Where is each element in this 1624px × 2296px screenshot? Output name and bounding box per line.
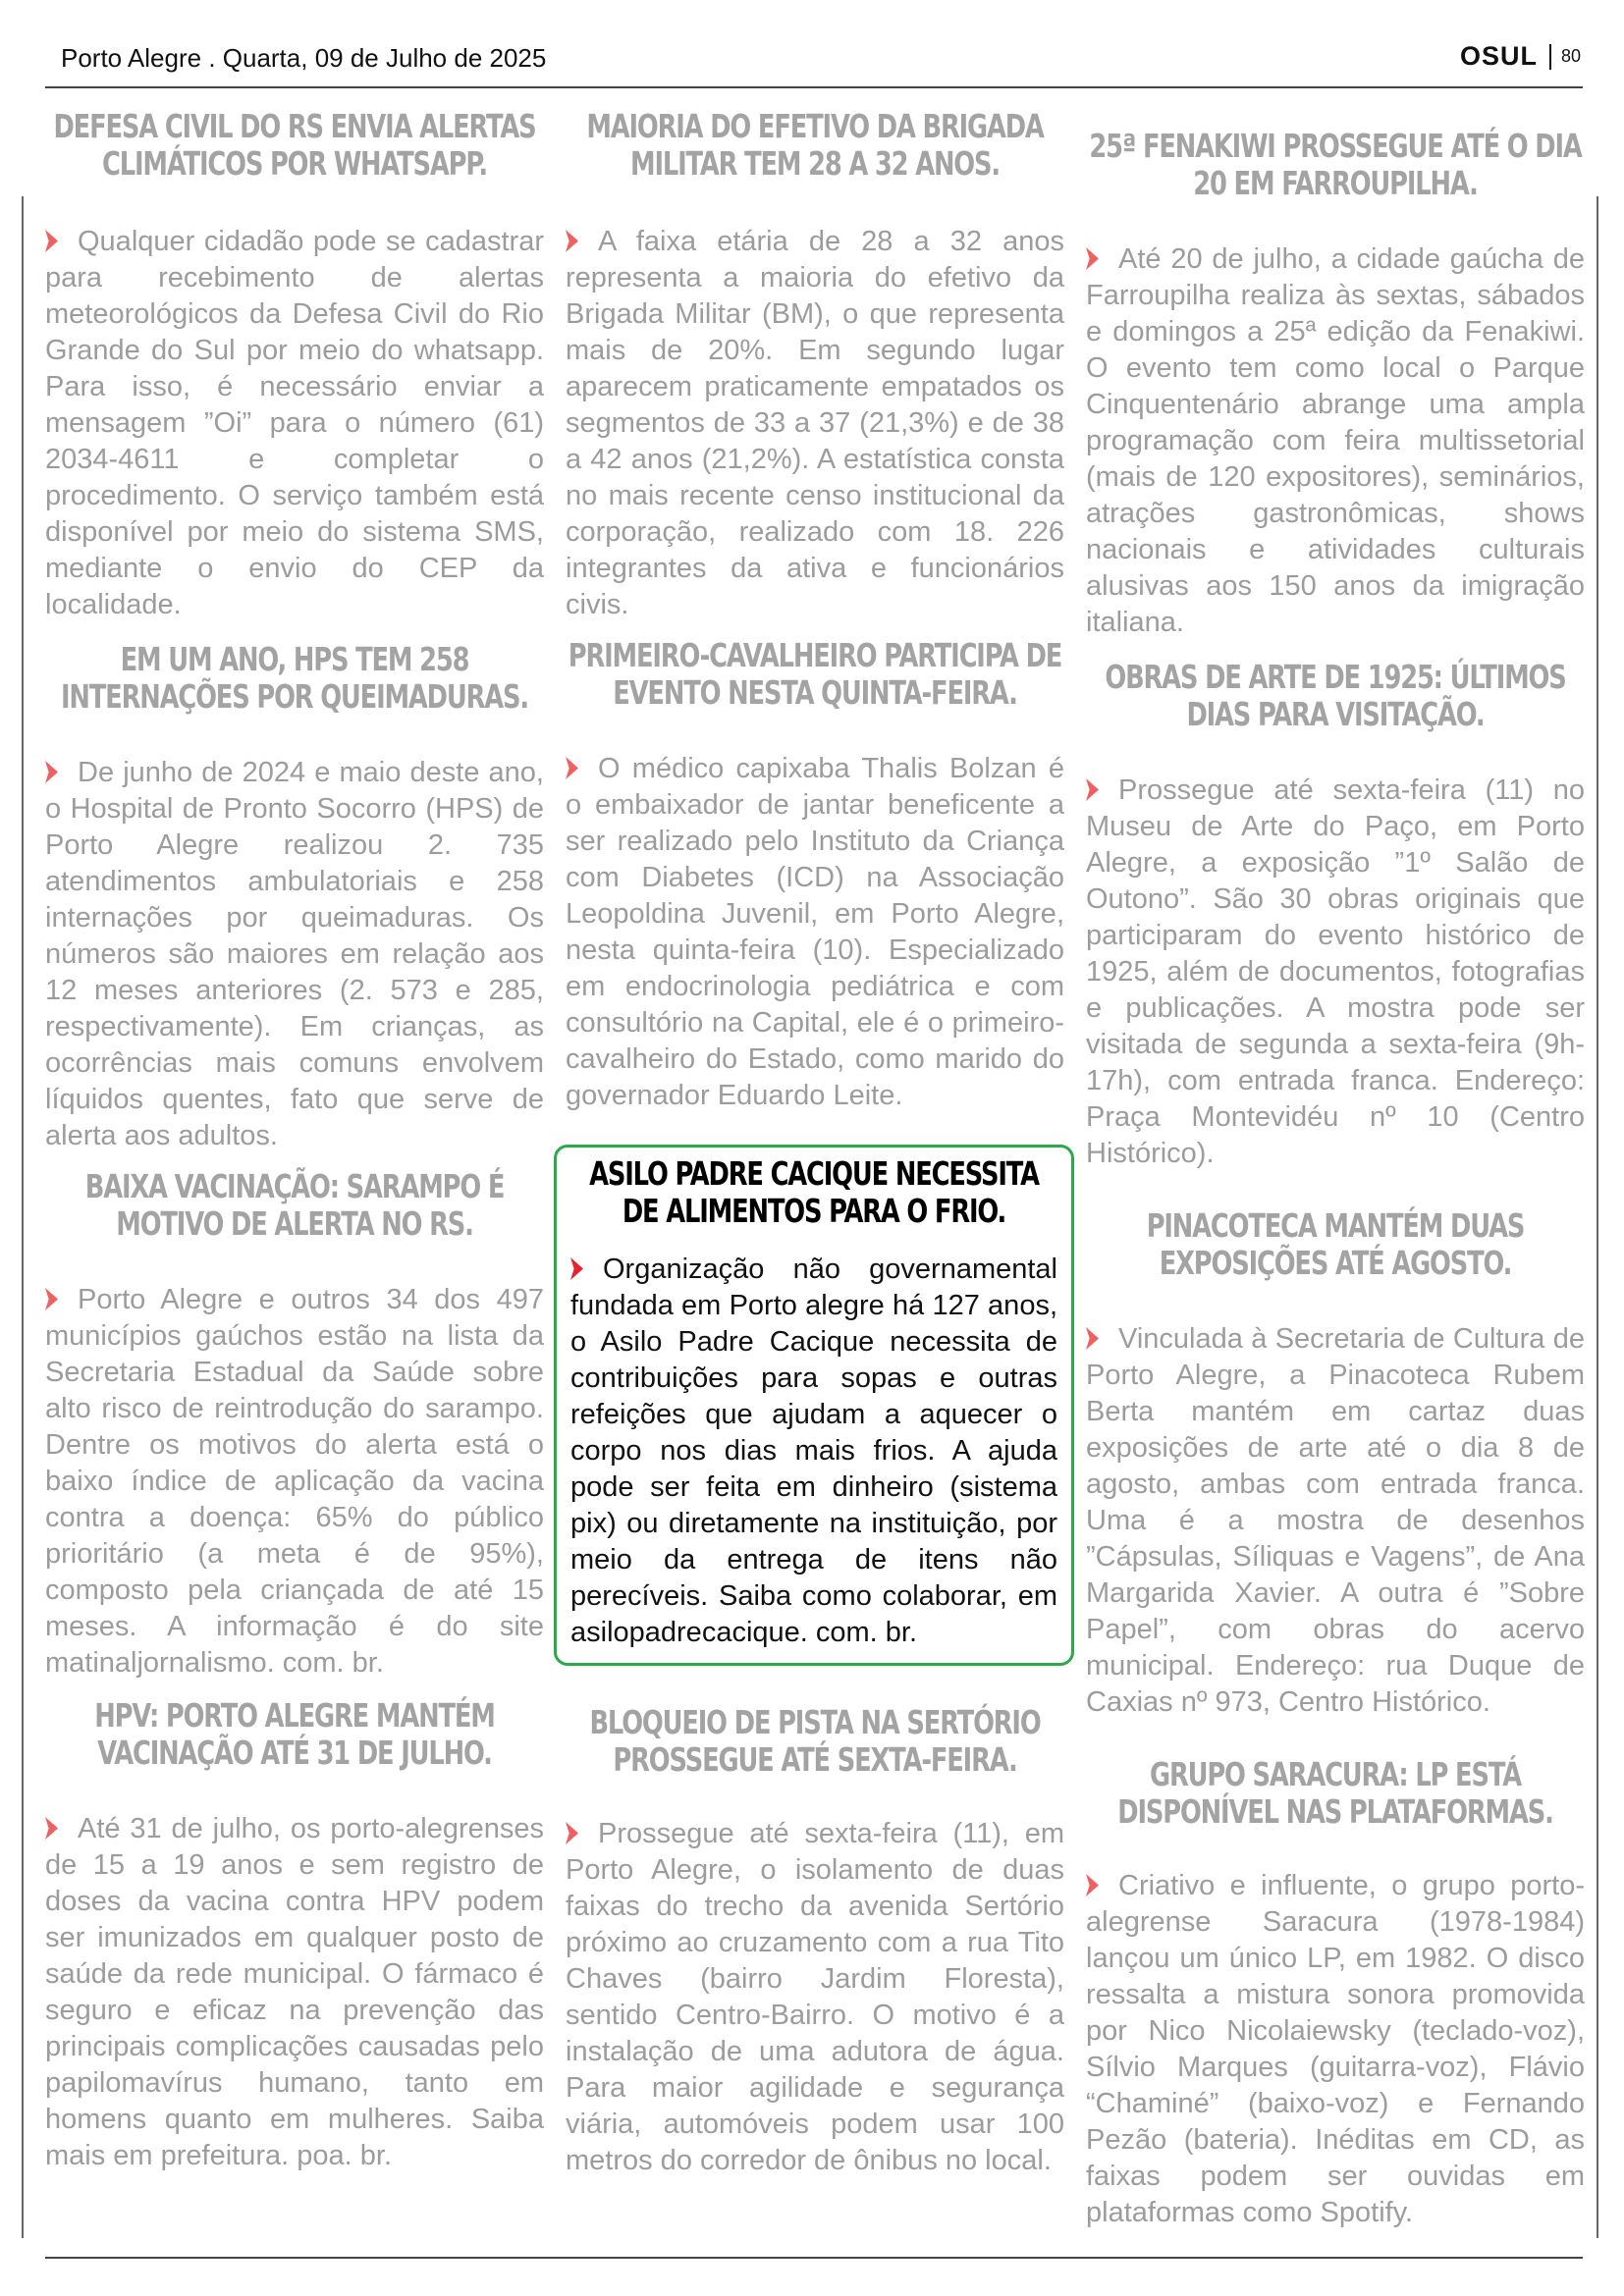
article-headline: PINACOTECA MANTÉM DUAS EXPOSIÇÕES ATÉ AGOSTO.	[1146, 1206, 1525, 1282]
article-obras-1925	[1086, 659, 1585, 1172]
article-primeiro-cavalheiro	[566, 637, 1064, 1114]
article-headline: GRUPO SARACURA: LP ESTÁ DISPONÍVEL NAS PLATAFORMAS.	[1117, 1755, 1553, 1831]
article-body: Até 31 de julho, os porto-alegrenses de 15 a 19 anos e sem registro de doses da vacina contra HPV podem ser imunizados em qualquer posto de saúde da rede municipal. O fármaco é seguro e eficaz na prevenção das principais complicações causadas pelo papilomavírus humano, tanto em homens quanto em mulheres. Saiba mais em prefeitura. poa. br.	[45, 1813, 544, 2171]
article-headline: EM UM ANO, HPS TEM 258 INTERNAÇÕES POR QUEIMADURAS.	[61, 640, 528, 716]
article-headline: HPV: PORTO ALEGRE MANTÉM VACINAÇÃO ATÉ 31 DE JULHO.	[94, 1696, 495, 1772]
bullet-arrow-icon	[45, 1817, 58, 1840]
article-fenakiwi	[1086, 128, 1585, 641]
right-margin-line	[1597, 196, 1598, 2238]
featured-article-box	[554, 1145, 1074, 1666]
featured-body: Organização não governamental fundada em Porto alegre há 127 anos, o Asilo Padre Cacique necessita de contribuições para sopas e outras refeições que ajudam a aquecer o corpo nos dias mais frios. A ajuda pode ser feita em dinheiro (sistema pix) ou diretamente na instituição, por meio da entrega de itens não perecíveis. Saiba como colaborar, em asilopadrecacique. com. br.	[570, 1254, 1057, 1648]
bullet-arrow-icon	[1086, 778, 1099, 801]
page-header	[61, 39, 1581, 84]
article-body: A faixa etária de 28 a 32 anos representa a maioria do efetivo da Brigada Militar (BM), o que representa mais de 20%. Em segundo lugar aparecem praticamente empatados os segmentos de 33 a 37 (21,3%) e de 38 a 42 anos (21,2%). A estatística consta no mais recente censo institucional da corporação, realizado com 18. 226 integrantes da ativa e funcionários civis.	[566, 226, 1064, 620]
bullet-arrow-icon	[570, 1257, 583, 1280]
bullet-arrow-icon	[1086, 1874, 1099, 1896]
bullet-arrow-icon	[45, 1288, 58, 1310]
bullet-arrow-icon	[45, 761, 58, 783]
location-date: Porto Alegre . Quarta, 09 de Julho de 2025	[61, 43, 547, 73]
featured-headline: ASILO PADRE CACIQUE NECESSITA DE ALIMENTOS PARA O FRIO.	[589, 1154, 1039, 1230]
top-rule	[45, 86, 1583, 88]
column-1	[45, 108, 544, 2174]
bullet-arrow-icon	[1086, 1327, 1099, 1350]
article-headline: 25ª FENAKIWI PROSSEGUE ATÉ O DIA 20 EM FARROUPILHA.	[1089, 127, 1582, 202]
masthead	[1460, 41, 1581, 72]
article-brigada	[566, 108, 1064, 623]
article-body: Prossegue até sexta-feira (11) no Museu de Arte do Paço, em Porto Alegre, a exposição ”1º Salão de Outono”. São 30 obras originais que participaram do evento histórico de 1925, além de documentos, fotografias e publicações. A mostra pode ser visitada de segunda a sexta-feira (9h-17h), com entrada franca. Endereço: Praça Montevidéu nº 10 (Centro Histórico).	[1086, 774, 1585, 1169]
column-2-bottom	[566, 1704, 1064, 2179]
article-body: Até 20 de julho, a cidade gaúcha de Farroupilha realiza às sextas, sábados e domingos a 25ª edição da Fenakiwi. O evento tem como local o Parque Cinquentenário abrange uma ampla programação com feira multissetorial (mais de 120 expositores), seminários, atrações gastronômicas, shows nacionais e atividades culturais alusivas aos 150 anos da imigração italiana.	[1086, 243, 1585, 638]
page-number: 80	[1560, 46, 1581, 66]
bottom-rule	[45, 2257, 1583, 2259]
article-sertorio	[566, 1704, 1064, 2179]
header-divider	[1549, 44, 1551, 70]
article-headline: DEFESA CIVIL DO RS ENVIA ALERTAS CLIMÁTICOS POR WHATSAPP.	[53, 107, 536, 183]
bullet-arrow-icon	[566, 757, 578, 779]
bullet-arrow-icon	[1086, 247, 1099, 270]
brand-name: OSUL	[1459, 41, 1538, 71]
article-saracura	[1086, 1756, 1585, 2231]
article-hpv	[45, 1697, 544, 2174]
article-headline: MAIORIA DO EFETIVO DA BRIGADA MILITAR TEM 28 A 32 ANOS.	[586, 107, 1044, 183]
bullet-arrow-icon	[45, 230, 58, 252]
article-headline: OBRAS DE ARTE DE 1925: ÚLTIMOS DIAS PARA VISITAÇÃO.	[1105, 658, 1566, 733]
article-body: O médico capixaba Thalis Bolzan é o embaixador de jantar beneficente a ser realizado pelo Instituto da Criança com Diabetes (ICD) na Associação Leopoldina Juvenil, em Porto Alegre, nesta quinta-feira (10). Especializado em endocrinologia pediátrica e com consultório na Capital, ele é o primeiro-cavalheiro do Estado, como marido do governador Eduardo Leite.	[566, 753, 1064, 1111]
article-body: Vinculada à Secretaria de Cultura de Porto Alegre, a Pinacoteca Rubem Berta mantém em cartaz duas exposições de arte até o dia 8 de agosto, ambas com entrada franca. Uma é a mostra de desenhos ”Cápsulas, Síliquas e Vagens”, de Ana Margarida Xavier. A outra é ”Sobre Papel”, com obras do acervo municipal. Endereço: rua Duque de Caxias nº 973, Centro Histórico.	[1086, 1323, 1585, 1718]
bullet-arrow-icon	[566, 230, 578, 252]
article-headline: BLOQUEIO DE PISTA NA SERTÓRIO PROSSEGUE ATÉ SEXTA-FEIRA.	[589, 1703, 1041, 1779]
article-headline: BAIXA VACINAÇÃO: SARAMPO É MOTIVO DE ALERTA NO RS.	[84, 1167, 505, 1243]
article-body: Porto Alegre e outros 34 dos 497 municípios gaúchos estão na lista da Secretaria Estadual da Saúde sobre alto risco de reintrodução do sarampo. Dentre os motivos do alerta está o baixo índice de aplicação da vacina contra a doença: 65% do público prioritário (a meta é de 95%), composto pela criançada de até 15 meses. A informação é do site matinaljornalismo. com. br.	[45, 1284, 544, 1679]
article-body: De junho de 2024 e maio deste ano, o Hospital de Pronto Socorro (HPS) de Porto Alegre realizou 2. 735 atendimentos ambulatoriais e 258 internações por queimaduras. Os números são maiores em relação aos 12 meses anteriores (2. 573 e 285, respectivamente). Em crianças, as ocorrências mais comuns envolvem líquidos quentes, fato que serve de alerta aos adultos.	[45, 757, 544, 1151]
article-pinacoteca	[1086, 1207, 1585, 1721]
article-body: Prossegue até sexta-feira (11), em Porto Alegre, o isolamento de duas faixas do trecho da avenida Sertório próximo ao cruzamento com a rua Tito Chaves (bairro Jardim Floresta), sentido Centro-Bairro. O motivo é a instalação de uma adutora de água. Para maior agilidade e segurança viária, automóveis podem usar 100 metros do corredor de ônibus no local.	[566, 1818, 1064, 2176]
article-defesa-civil	[45, 108, 544, 623]
article-body: Criativo e influente, o grupo porto-alegrense Saracura (1978-1984) lançou um único LP, em 1982. O disco ressalta a mistura sonora promovida por Nico Nicolaiewsky (teclado-voz), Sílvio Marques (guitarra-voz), Flávio “Chaminé” (baixo-voz) e Fernando Pezão (bateria). Inéditas em CD, as faixas podem ser ouvidas em plataformas como Spotify.	[1086, 1870, 1585, 2228]
column-2	[566, 108, 1064, 1114]
article-headline: PRIMEIRO-CAVALHEIRO PARTICIPA DE EVENTO NESTA QUINTA-FEIRA.	[568, 636, 1062, 712]
left-margin-line	[22, 196, 24, 2238]
article-sarampo	[45, 1168, 544, 1682]
article-body: Qualquer cidadão pode se cadastrar para recebimento de alertas meteorológicos da Defesa Civil do Rio Grande do Sul por meio do whatsapp. Para isso, é necessário enviar a mensagem ”Oi” para o número (61) 2034-4611 e completar o procedimento. O serviço também está disponível por meio do sistema SMS, mediante o envio do CEP da localidade.	[45, 226, 544, 620]
article-hps	[45, 641, 544, 1154]
bullet-arrow-icon	[566, 1822, 578, 1844]
column-3	[1086, 128, 1585, 2231]
